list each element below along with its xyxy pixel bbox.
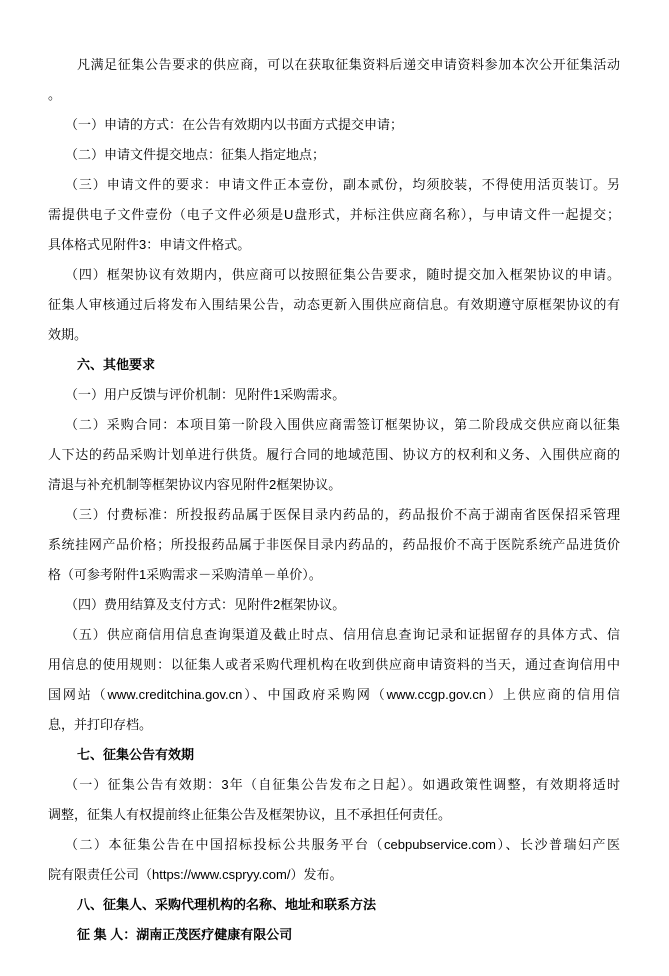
paragraph-line: 调整，征集人有权提前终止征集公告及框架协议，且不承担任何责任。 [48,807,452,822]
item-procurement-contract: （二）采购合同：本项目第一阶段入围供应商需签订框架协议，第二阶段成交供应商以征集 [65,417,620,432]
paragraph-line: 清退与补充机制等框架协议内容见附件2框架协议。 [48,477,342,492]
paragraph-line: 效期。 [48,327,88,342]
item-settlement-method: （四）费用结算及支付方式：见附件2框架协议。 [65,597,346,612]
item-submission-location: （二）申请文件提交地点：征集人指定地点； [65,147,326,162]
item-application-method: （一）申请的方式：在公告有效期内以书面方式提交申请； [65,117,404,132]
paragraph-line-credit-urls: 国网站（www.creditchina.gov.cn）、中国政府采购网（www.ccgp.gov.cn）上供应商的信用信 [48,687,620,702]
heading-contact-info: 八、征集人、采购代理机构的名称、地址和联系方法 [77,897,377,912]
paragraph-line: 征集人审核通过后将发布入围结果公告，动态更新入围供应商信息。有效期遵守原框架协议的有 [48,297,620,312]
heading-announcement-validity: 七、征集公告有效期 [77,747,195,762]
paragraph-line: 格（可参考附件1采购需求－采购清单－单价）。 [48,567,322,582]
paragraph-line: 息，并打印存档。 [48,717,153,732]
paragraph-line: 人下达的药品采购计划单进行供货。履行合同的地域范围、协议方的权利和义务、入围供应商的 [48,447,620,462]
collector-name-line: 征 集 人：湖南正茂医疗健康有限公司 [77,927,293,942]
paragraph-line: 。 [48,87,62,102]
item-document-requirements: （三）申请文件的要求：申请文件正本壹份，副本贰份，均须胶装，不得使用活页装订。另 [65,177,620,192]
document-body [48,50,620,950]
paragraph-line: 需提供电子文件壹份（电子文件必须是U盘形式，并标注供应商名称），与申请文件一起提交； [48,207,620,222]
paragraph-line: 凡满足征集公告要求的供应商，可以在获取征集资料后递交申请资料参加本次公开征集活动 [77,57,620,72]
paragraph-line: 系统挂网产品价格；所投报药品属于非医保目录内药品的，药品报价不高于医院系统产品进货价 [48,537,620,552]
item-validity-period: （一）征集公告有效期：3年（自征集公告发布之日起）。如遇政策性调整，有效期将适时 [65,777,620,792]
paragraph-line-hospital-url: 院有限责任公司（https://www.cspryy.com/）发布。 [48,867,343,882]
paragraph-line: 具体格式见附件3：申请文件格式。 [48,237,251,252]
item-payment-standard: （三）付费标准：所投报药品属于医保目录内药品的，药品报价不高于湖南省医保招采管理 [65,507,620,522]
item-publish-platforms: （二）本征集公告在中国招标投标公共服务平台（cebpubservice.com）、长沙普瑞妇产医 [65,837,620,852]
item-user-feedback: （一）用户反馈与评价机制：见附件1采购需求。 [65,387,346,402]
item-framework-validity: （四）框架协议有效期内，供应商可以按照征集公告要求，随时提交加入框架协议的申请。 [65,267,620,282]
paragraph-line: 用信息的使用规则：以征集人或者采购代理机构在收到供应商申请资料的当天，通过查询信用中 [48,657,620,672]
heading-other-requirements: 六、其他要求 [77,357,156,372]
item-credit-info: （五）供应商信用信息查询渠道及截止时点、信用信息查询记录和证据留存的具体方式、信 [65,627,620,642]
